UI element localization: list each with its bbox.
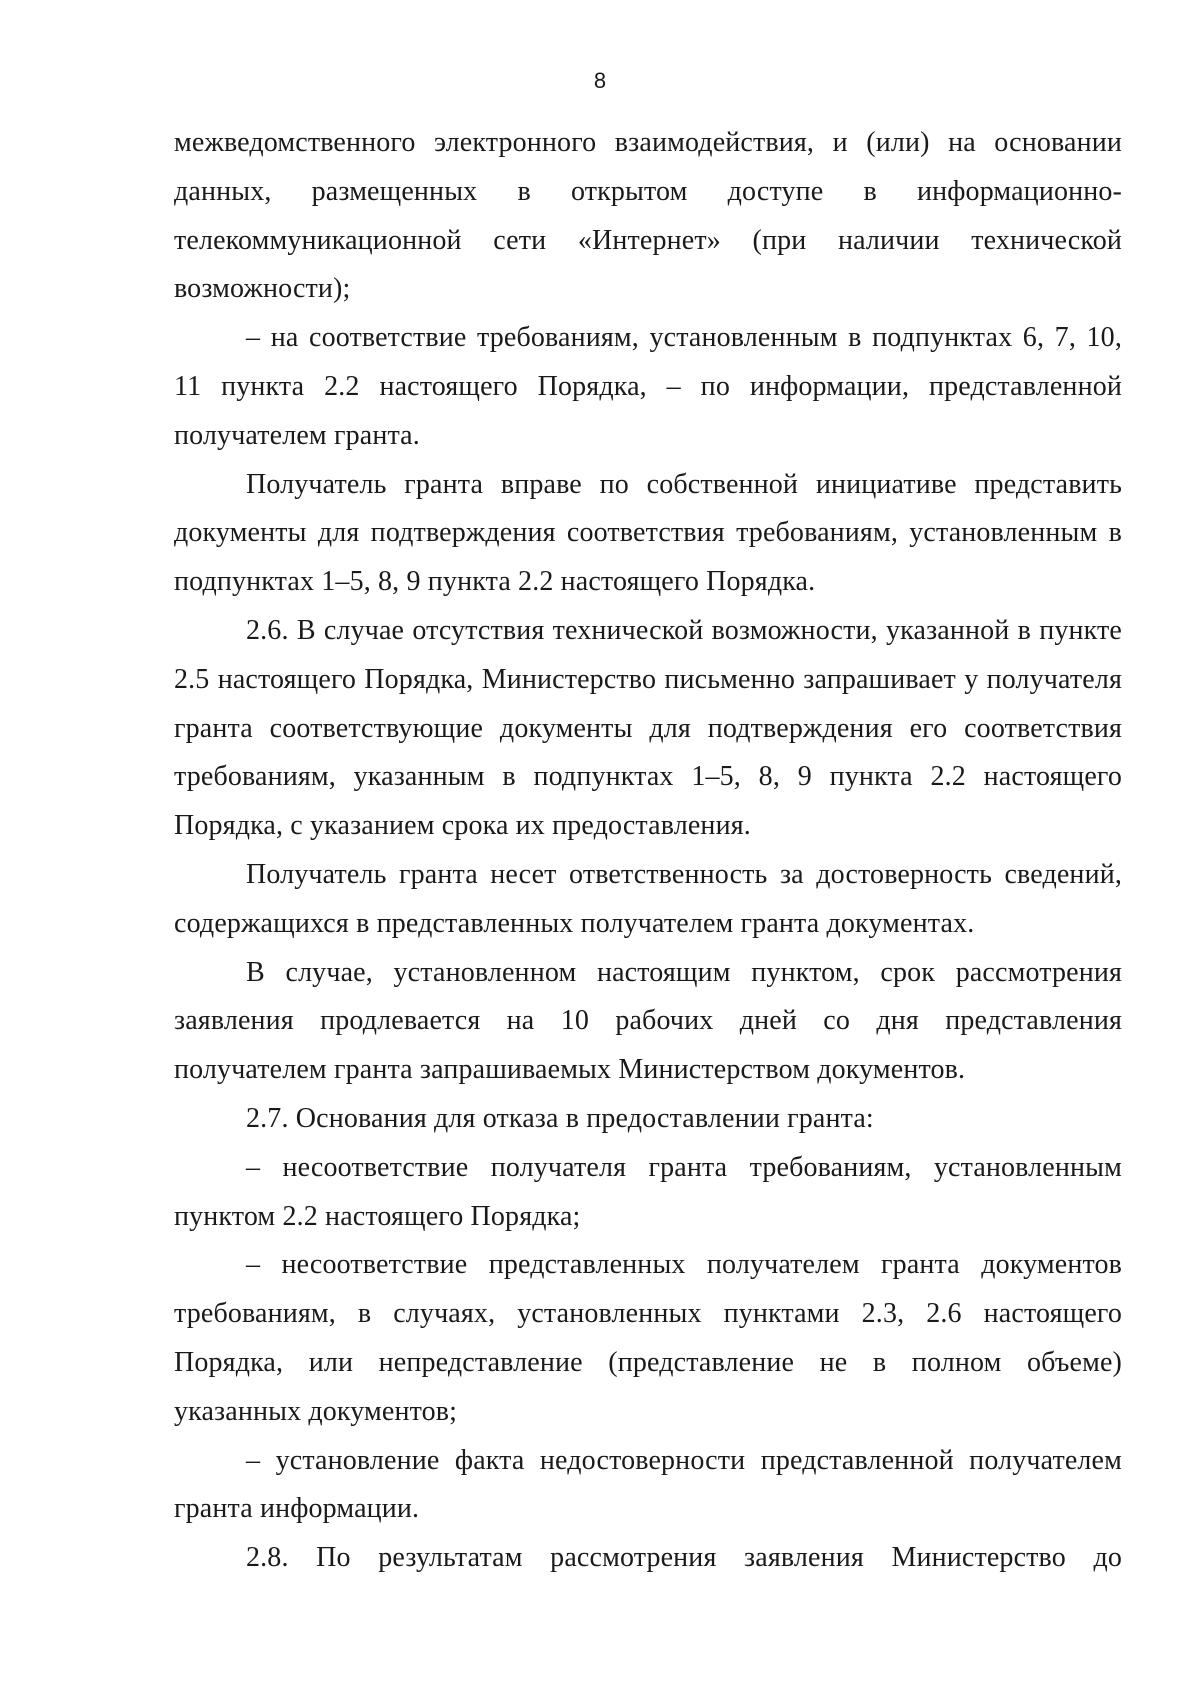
paragraph: Получатель гранта несет ответственность за достоверность сведений, содержащихся в представленных получателем гранта документах.: [174, 858, 1122, 939]
paragraph-clause-2-7: 2.7. Основания для отказа в предоставлении гранта:: [246, 1102, 874, 1134]
page-number: 8: [593, 68, 607, 93]
paragraph-clause-2-8: 2.8. По результатам рассмотрения заявления Министерство до: [246, 1542, 1122, 1574]
paragraph-list-item: – несоответствие представленных получателем гранта документов требованиям, в случаях, установленных пунктами 2.3, 2.6 настоящего Порядка, или непредставление (представление не в полном объеме) указанных документов;: [174, 1249, 1122, 1427]
document-body: [174, 119, 1122, 1583]
paragraph-list-item: – установление факта недостоверности представленной получателем гранта информации.: [174, 1444, 1122, 1525]
paragraph-continuation: межведомственного электронного взаимодействия, и (или) на основании данных, размещенных в открытом доступе в информационно-телекоммуникационной сети «Интернет» (при наличии технической возможности);: [174, 127, 1122, 305]
paragraph: В случае, установленном настоящим пунктом, срок рассмотрения заявления продлевается на 10 рабочих дней со дня представления получателем гранта запрашиваемых Министерством документов.: [174, 956, 1122, 1086]
paragraph: Получатель гранта вправе по собственной инициативе представить документы для подтверждения соответствия требованиям, установленным в подпунктах 1–5, 8, 9 пункта 2.2 настоящего Порядка.: [174, 468, 1122, 598]
paragraph-list-item: – на соответствие требованиям, установленным в подпунктах 6, 7, 10, 11 пункта 2.2 настоящего Порядка, – по информации, представленной получателем гранта.: [174, 322, 1122, 451]
paragraph-list-item: – несоответствие получателя гранта требованиям, установленным пунктом 2.2 настоящего Порядка;: [174, 1151, 1122, 1232]
paragraph-clause-2-6: 2.6. В случае отсутствия технической возможности, указанной в пункте 2.5 настоящего Порядка, Министерство письменно запрашивает у получателя гранта соответствующие документы для подтверждения его соответствия требованиям, указанным в подпунктах 1–5, 8, 9 пункта 2.2 настоящего Порядка, с указанием срока их предоставления.: [174, 614, 1122, 842]
